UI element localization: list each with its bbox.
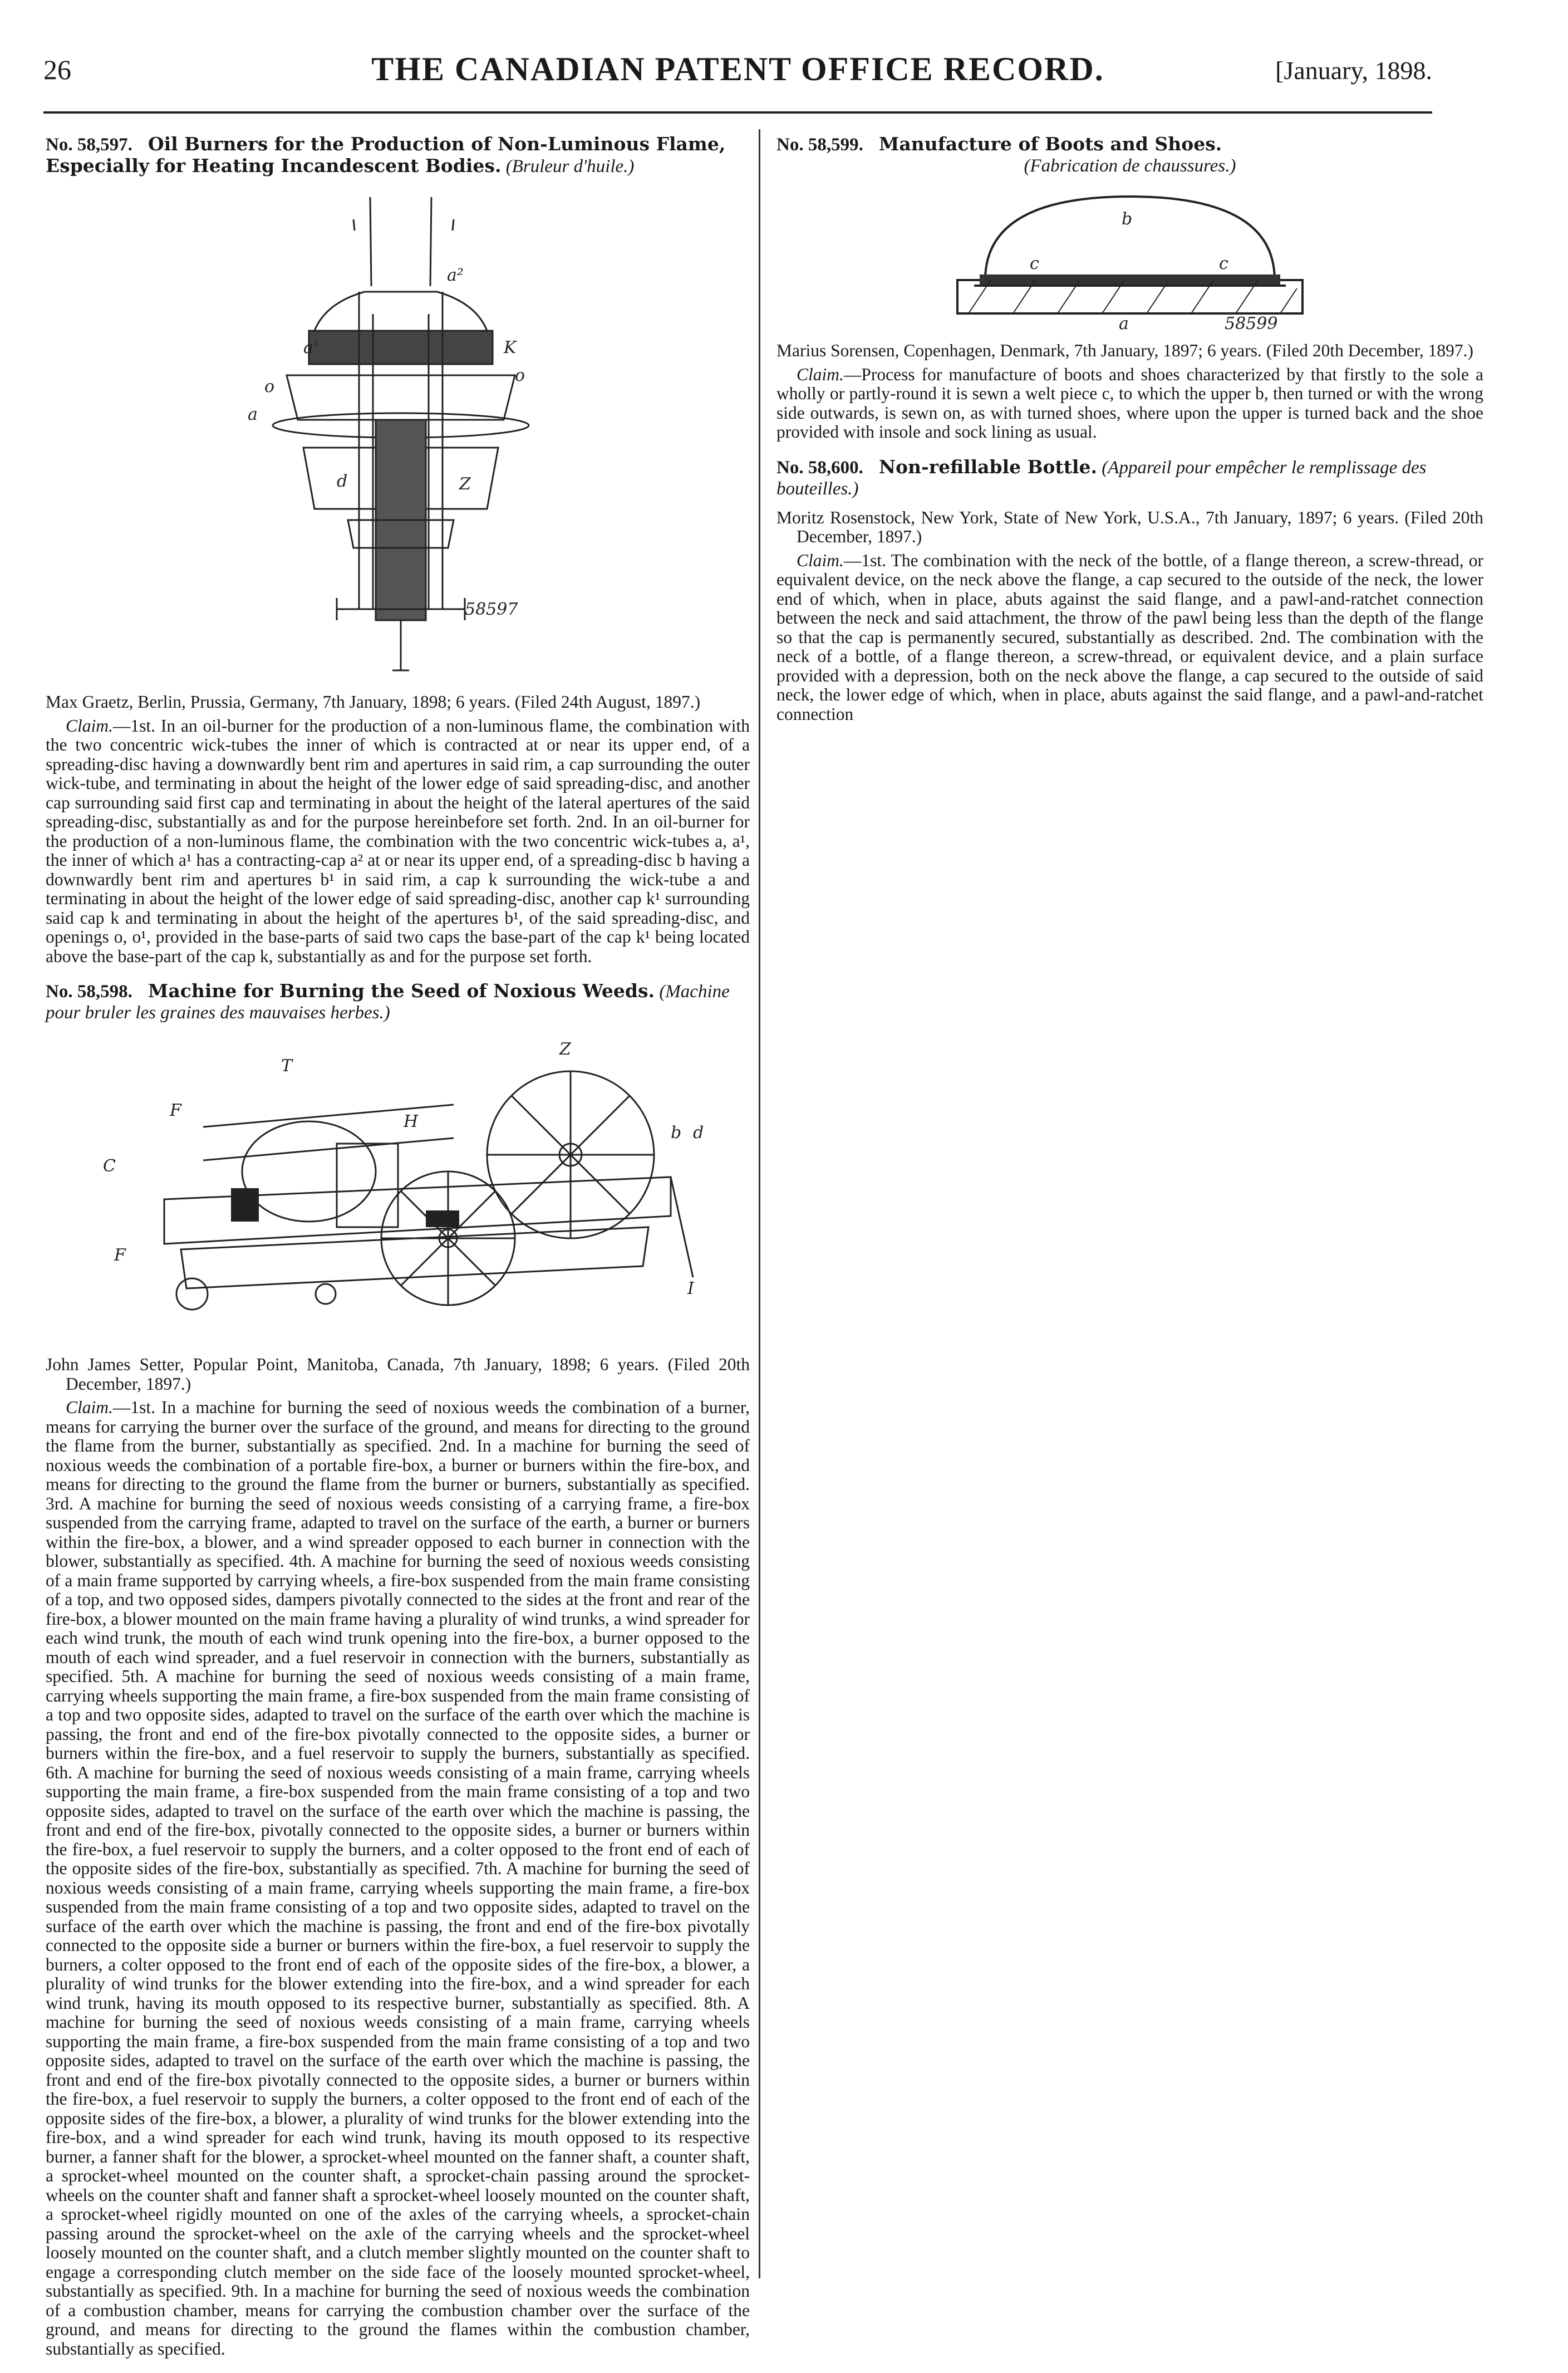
figure-letter: c <box>1219 254 1228 273</box>
figure-letter: C <box>102 1156 116 1176</box>
patent-claim <box>46 1398 750 2359</box>
left-column <box>46 134 750 2373</box>
patent-french-title: (Machine pour bruler les graines des mauvaises herbes.) <box>46 982 730 1023</box>
patent-heading <box>46 134 750 177</box>
patent-58600 <box>776 457 1483 724</box>
figure-letter: T <box>281 1056 292 1076</box>
figure-letter: Z <box>559 1040 571 1059</box>
patent-claim <box>776 551 1483 724</box>
issue-date: [January, 1898. <box>1275 56 1432 85</box>
figure-letter: c <box>1030 254 1039 273</box>
journal-title: THE CANADIAN PATENT OFFICE RECORD. <box>371 51 1104 87</box>
column-divider <box>759 129 760 2278</box>
patent-inventor: Marius Sorensen, Copenhagen, Denmark, 7th January, 1897; 6 years. (Filed 20th December, 1897.) <box>776 341 1474 360</box>
patent-title: Machine for Burning the Seed of Noxious Weeds. <box>148 980 655 1002</box>
patent-inventor: John James Setter, Popular Point, Manitoba, Canada, 7th January, 1898; 6 years. (Filed 20th December, 1897.) <box>46 1355 750 1394</box>
patent-title: Oil Burners for the Production of Non-Luminous Flame, Especially for Heating Incandescent Bodies. <box>46 133 726 176</box>
figure-letter: o <box>264 377 274 396</box>
claim-text: —1st. In a machine for burning the seed of noxious weeds the combination of a burner, means for carrying the burner over the surface of the ground, and means for directing to the ground the flame from the burner, substantially as specified. 2nd. In a machine for burning the seed of noxious weeds the combination of a portable fire-box, a burner or burners within the fire-box, and means for directing to the ground the flame from the burner or burners, substantially as specified. 3rd. A machine for burning the seed of noxious weeds consisting of a carrying frame, a fire-box suspended from the carrying frame, adapted to travel on the surface of the earth, a burner or burners within the fire-box, a blower, and a wind spreader opposed to each burner in connection with the blower, substantially as specified. 4th. A machine for burning the seed of noxious weeds consisting of a main frame supported by carrying wheels, a fire-box suspended from the main frame consisting of a top, and two opposed sides, dampers pivotally connected to the sides at the front and rear of the fire-box, a blower mounted on the main frame having a plurality of wind trunks, a wind spreader for each wind trunk, the mouth of each wind trunk opening into the fire-box, a burner opposed to the mouth of each wind spreader, and a fuel reservoir in connection with the burners, substantially as specified. 5th. A machine for burning the seed of noxious weeds consisting of a main frame, carrying wheels supporting the main frame, a fire-box suspended from the main frame consisting of a top and two opposite sides, adapted to travel on the surface of the earth over which the machine is passing, the front and end of the fire-box pivotally connected to the opposite sides, a burner or burners within the fire-box, and a fuel reservoir to supply the burners, substantially as specified. 6th. A machine for burning the seed of noxious weeds consisting of a main frame, carrying wheels supporting the main frame, a fire-box suspended from the main frame consisting of a top and two opposite sides, adapted to travel on the surface of the earth over which the machine is passing, the front and end of the fire-box, pivotally connected to the opposite sides, a burner or burners within the fire-box, a fuel reservoir to supply the burners, and a colter opposed to the front end of each of the opposite sides of the fire-box, substantially as specified. 7th. A machine for burning the seed of noxious weeds consisting of a main frame, carrying wheels supporting the main frame, a fire-box suspended from the main frame consisting of a top and two opposite sides, adapted to travel on the surface of the earth over which the machine is passing, the front and end of the fire-box pivotally connected to the opposite side a burner or burners within the fire-box, a fuel reservoir to supply the burners, a colter opposed to the front end of each of the opposite sides of the fire-box, a blower, a plurality of wind trunks for the blower extending into the fire-box, and a wind spreader for each wind trunk, having its mouth opposed to its respective burner, substantially as specified. 8th. A machine for burning the seed of noxious weeds consisting of a main frame, carrying wheels supporting the main frame, a fire-box suspended from the main frame consisting of a top and two opposite sides, adapted to travel on the surface of the earth over which the machine is passing, the front and end of the fire-box pivotally connected to the opposite sides, a burner or burners within the fire-box, a fuel reservoir to supply the burners, a colter opposed to the front end of each of the opposite sides of the fire-box, a blower, a plurality of wind trunks for the blower extending into the fire-box, and a wind spreader for each wind trunk, having its mouth opposed to its respective burner, a fanner shaft for the blower, a sprocket-wheel mounted on the fanner shaft, a counter shaft, a sprocket-wheel mounted on the counter shaft, a sprocket-chain passing around the sprocket-wheels on the counter shaft and fanner shaft a sprocket-wheel loosely mounted on the counter shaft, a sprocket-wheel rigidly mounted on one of the axles of the carrying wheels, a sprocket-chain passing around the sprocket-wheel on the axle of the carrying wheels and the sprocket-wheel loosely mounted on the counter shaft, and a clutch member slightly mounted on the counter shaft to engage a corresponding clutch member on the side face of the loosely mounted sprocket-wheel, substantially as specified. 9th. In a machine for burning the seed of noxious weeds the combination of a combustion chamber, means for carrying the combustion chamber over the surface of the ground, and means for directing to the ground the flames within the combustion chamber, substantially as specified. <box>46 1398 750 2359</box>
figure-letter: o <box>514 366 525 385</box>
oil-burner-figure <box>225 186 571 681</box>
figure-letter: a' <box>303 338 318 357</box>
patent-title: Non-refillable Bottle. <box>878 455 1098 478</box>
patent-number: No. 58,599. <box>776 135 863 155</box>
right-column <box>776 134 1483 738</box>
claim-text: —1st. In an oil-burner for the production of a non-luminous flame, the combination with the two concentric wick-tubes the inner of which is contracted at or near its upper end, of a spreading-disc having a downwardly bent rim and apertures in said rim, a cap surrounding the outer wick-tube, and terminating in about the height of the lower edge of said spreading-disc, and another cap surrounding said first cap and terminating in about the height of the lateral apertures of the said spreading-disc, substantially as and for the purpose hereinbefore set forth. 2nd. In an oil-burner for the production of a non-luminous flame, the combination with the two concentric wick-tubes a, a¹, the inner of which a¹ has a contracting-cap a² at or near its upper end, of a spreading-disc b having a downwardly bent rim and apertures b¹ in said rim, a cap k surrounding the wick-tube a and terminating in about the height of the lower edge of said spreading-disc, another cap k¹ surrounding said cap k and terminating in about the height of the apertures b¹, of the said spreading-disc, and openings o, o¹, provided in the base-parts of said two caps the base-part of the cap k¹ being located above the base-part of the cap k, substantially as and for the purpose set forth. <box>46 715 750 966</box>
figure-label: 58597 <box>464 600 518 619</box>
shoe-sole-drawing <box>935 185 1325 330</box>
patent-heading <box>776 457 1483 499</box>
claim-text: —1st. The combination with the neck of the bottle, of a flange thereon, a screw-thread, or equivalent device, on the neck above the flange, a cap secured to the outside of the neck, the lower end of which, when in place, abuts against the said flange, and a pawl-and-ratchet connection between the neck and said attachment, the throw of the pawl being less than the depth of the flange so that the cap is permanently secured, substantially as described. 2nd. The combination with the neck of a bottle, of a flange thereon, a screw-thread, or equivalent device, and a plain surface provided with a depression, both on the neck above the flange, a cap secured to the outside of said neck, the lower edge of which, when in place, abuts against the said flange, and a pawl-and-ratchet connection <box>776 550 1483 724</box>
patent-heading <box>46 980 750 1023</box>
patent-number: No. 58,598. <box>46 982 132 1002</box>
figure-letter: I <box>687 1279 694 1298</box>
claim-label: Claim. <box>66 715 113 736</box>
figure-letter: a <box>1119 314 1129 330</box>
weed-burner-figure <box>92 1032 704 1344</box>
figure-letter: Z <box>459 474 471 494</box>
patent-number: No. 58,597. <box>46 135 132 155</box>
patent-inventor: Max Graetz, Berlin, Prussia, Germany, 7th January, 1898; 6 years. (Filed 24th August, 1897.) <box>46 692 701 712</box>
figure-letter: F <box>114 1246 126 1265</box>
patent-58599 <box>776 134 1483 442</box>
page-number: 26 <box>43 54 71 85</box>
figure-letter: d <box>692 1123 704 1143</box>
patent-heading <box>776 134 1483 176</box>
patent-claim <box>46 717 750 967</box>
claim-label: Claim. <box>797 364 844 384</box>
shoe-figure <box>935 185 1325 330</box>
patent-title: Manufacture of Boots and Shoes. <box>878 133 1222 155</box>
patent-58598 <box>46 980 750 2359</box>
claim-text: —Process for manufacture of boots and shoes characterized by that firstly to the sole a wholly or partly-round it is sewn a welt piece c, to which the upper b, then turned or with the wrong side outwards, is sewn on, as with turned shoes, where upon the upper is turned back and the shoe provided with insole and sock lining as usual. <box>776 364 1483 442</box>
oil-burner-drawing <box>225 186 571 681</box>
figure-letter: H <box>403 1112 418 1131</box>
figure-label: 58599 <box>1225 314 1278 330</box>
weed-burner-drawing <box>92 1032 704 1344</box>
patent-58597 <box>46 134 750 966</box>
patent-french-title: (Fabrication de chaussures.) <box>1024 156 1236 176</box>
patent-french-title: (Appareil pour empêcher le remplissage des bouteilles.) <box>776 457 1427 499</box>
figure-letter: F <box>169 1101 181 1120</box>
figure-letter: K <box>503 338 516 357</box>
claim-label: Claim. <box>66 1398 113 1417</box>
patent-claim <box>776 365 1483 442</box>
page-header <box>43 53 1432 98</box>
claim-label: Claim. <box>797 550 844 570</box>
figure-letter: b <box>1122 209 1133 229</box>
figure-letter: a <box>247 405 258 424</box>
patent-french-title: (Bruleur d'huile.) <box>505 156 635 176</box>
figure-letter: d <box>336 472 347 491</box>
header-rule <box>43 111 1432 114</box>
figure-letter: b <box>670 1123 681 1143</box>
patent-inventor: Moritz Rosenstock, New York, State of New York, U.S.A., 7th January, 1897; 6 years. (Filed 20th December, 1897.) <box>776 507 1483 546</box>
patent-number: No. 58,600. <box>776 457 863 478</box>
figure-letter: a² <box>446 266 464 285</box>
